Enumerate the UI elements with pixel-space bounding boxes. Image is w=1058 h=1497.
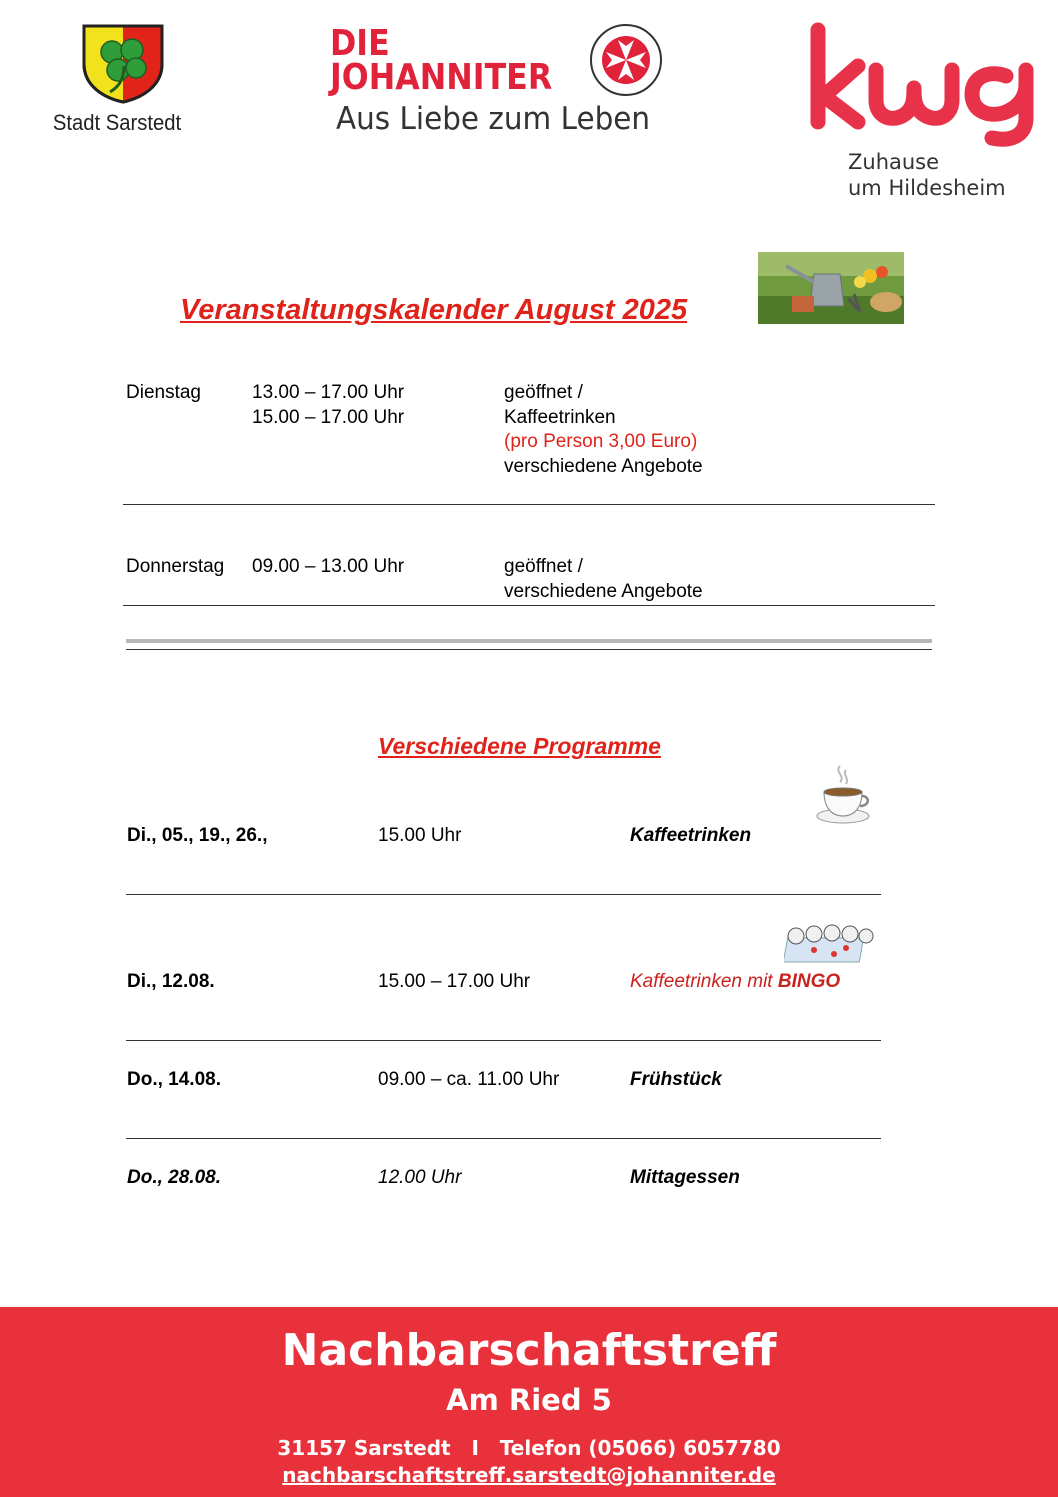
johanniter-line2: JOHANNITER [330, 57, 553, 98]
garden-tools-image [758, 252, 904, 324]
sarstedt-name: Stadt Sarstedt [52, 110, 182, 135]
oh-tue-time-1: 13.00 – 17.00 Uhr [252, 382, 405, 403]
divider [123, 504, 935, 505]
footer-address: Am Ried 5 [446, 1383, 612, 1417]
oh-thu-line-2: verschiedene Angebote [504, 581, 703, 602]
program-event-2 [630, 971, 840, 993]
coffee-cup-icon [814, 764, 872, 831]
kwg-wordmark [806, 18, 1042, 153]
divider [126, 1040, 881, 1041]
divider [126, 649, 932, 650]
divider [123, 605, 935, 606]
kwg-tagline-2: um Hildesheim [848, 176, 1006, 200]
oh-tue-time-2: 15.00 – 17.00 Uhr [252, 407, 405, 428]
oh-thu-line-1: geöffnet / [504, 556, 583, 577]
kwg-tagline-1: Zuhause [848, 150, 940, 174]
divider [126, 894, 881, 895]
footer-banner [0, 1307, 1058, 1497]
program-event-3: Frühstück [630, 1069, 722, 1090]
bingo-balls-icon [784, 924, 874, 971]
oh-tue-price: (pro Person 3,00 Euro) [504, 431, 698, 452]
program-time-1: 15.00 Uhr [378, 825, 462, 846]
program-date-4: Do., 28.08. [127, 1167, 221, 1188]
program-time-4: 12.00 Uhr [378, 1167, 462, 1188]
program-event-4: Mittagessen [630, 1167, 740, 1188]
page-title: Veranstaltungskalender August 2025 [180, 294, 688, 326]
stadt-sarstedt-logo [48, 20, 198, 140]
oh-tue-line-1: geöffnet / [504, 382, 583, 403]
program-date-3: Do., 14.08. [127, 1069, 221, 1090]
footer-email-link[interactable]: nachbarschaftstreff.sarstedt@johanniter.de [282, 1463, 776, 1487]
kwg-logo [806, 18, 1046, 208]
oh-thu-day: Donnerstag [126, 556, 225, 577]
cloverleaf-coat-of-arms-icon [80, 22, 166, 104]
johanniter-logo [328, 22, 678, 142]
programs-title: Verschiedene Programme [378, 733, 661, 759]
program-event-2-prefix: Kaffeetrinken mit [630, 971, 778, 992]
footer-city-phone: 31157 Sarstedt I Telefon (05066) 6057780 [277, 1436, 781, 1460]
johanniter-line1: DIE [330, 23, 390, 64]
oh-tue-extra: verschiedene Angebote [504, 456, 703, 477]
oh-tue-day: Dienstag [126, 382, 201, 403]
oh-thu-time-1: 09.00 – 13.00 Uhr [252, 556, 405, 577]
divider [126, 1138, 881, 1139]
program-date-1: Di., 05., 19., 26., [127, 825, 268, 846]
program-time-3: 09.00 – ca. 11.00 Uhr [378, 1069, 560, 1090]
program-event-1: Kaffeetrinken [630, 825, 752, 846]
program-date-2: Di., 12.08. [127, 971, 215, 992]
footer-name: Nachbarschaftstreff [281, 1325, 777, 1376]
program-event-2-highlight: BINGO [777, 971, 841, 992]
oh-tue-line-2: Kaffeetrinken [504, 407, 616, 428]
divider-double-gray [126, 639, 932, 643]
maltese-cross-seal-icon [588, 22, 664, 98]
johanniter-slogan: Aus Liebe zum Leben [336, 101, 651, 137]
program-time-2: 15.00 – 17.00 Uhr [378, 971, 531, 992]
